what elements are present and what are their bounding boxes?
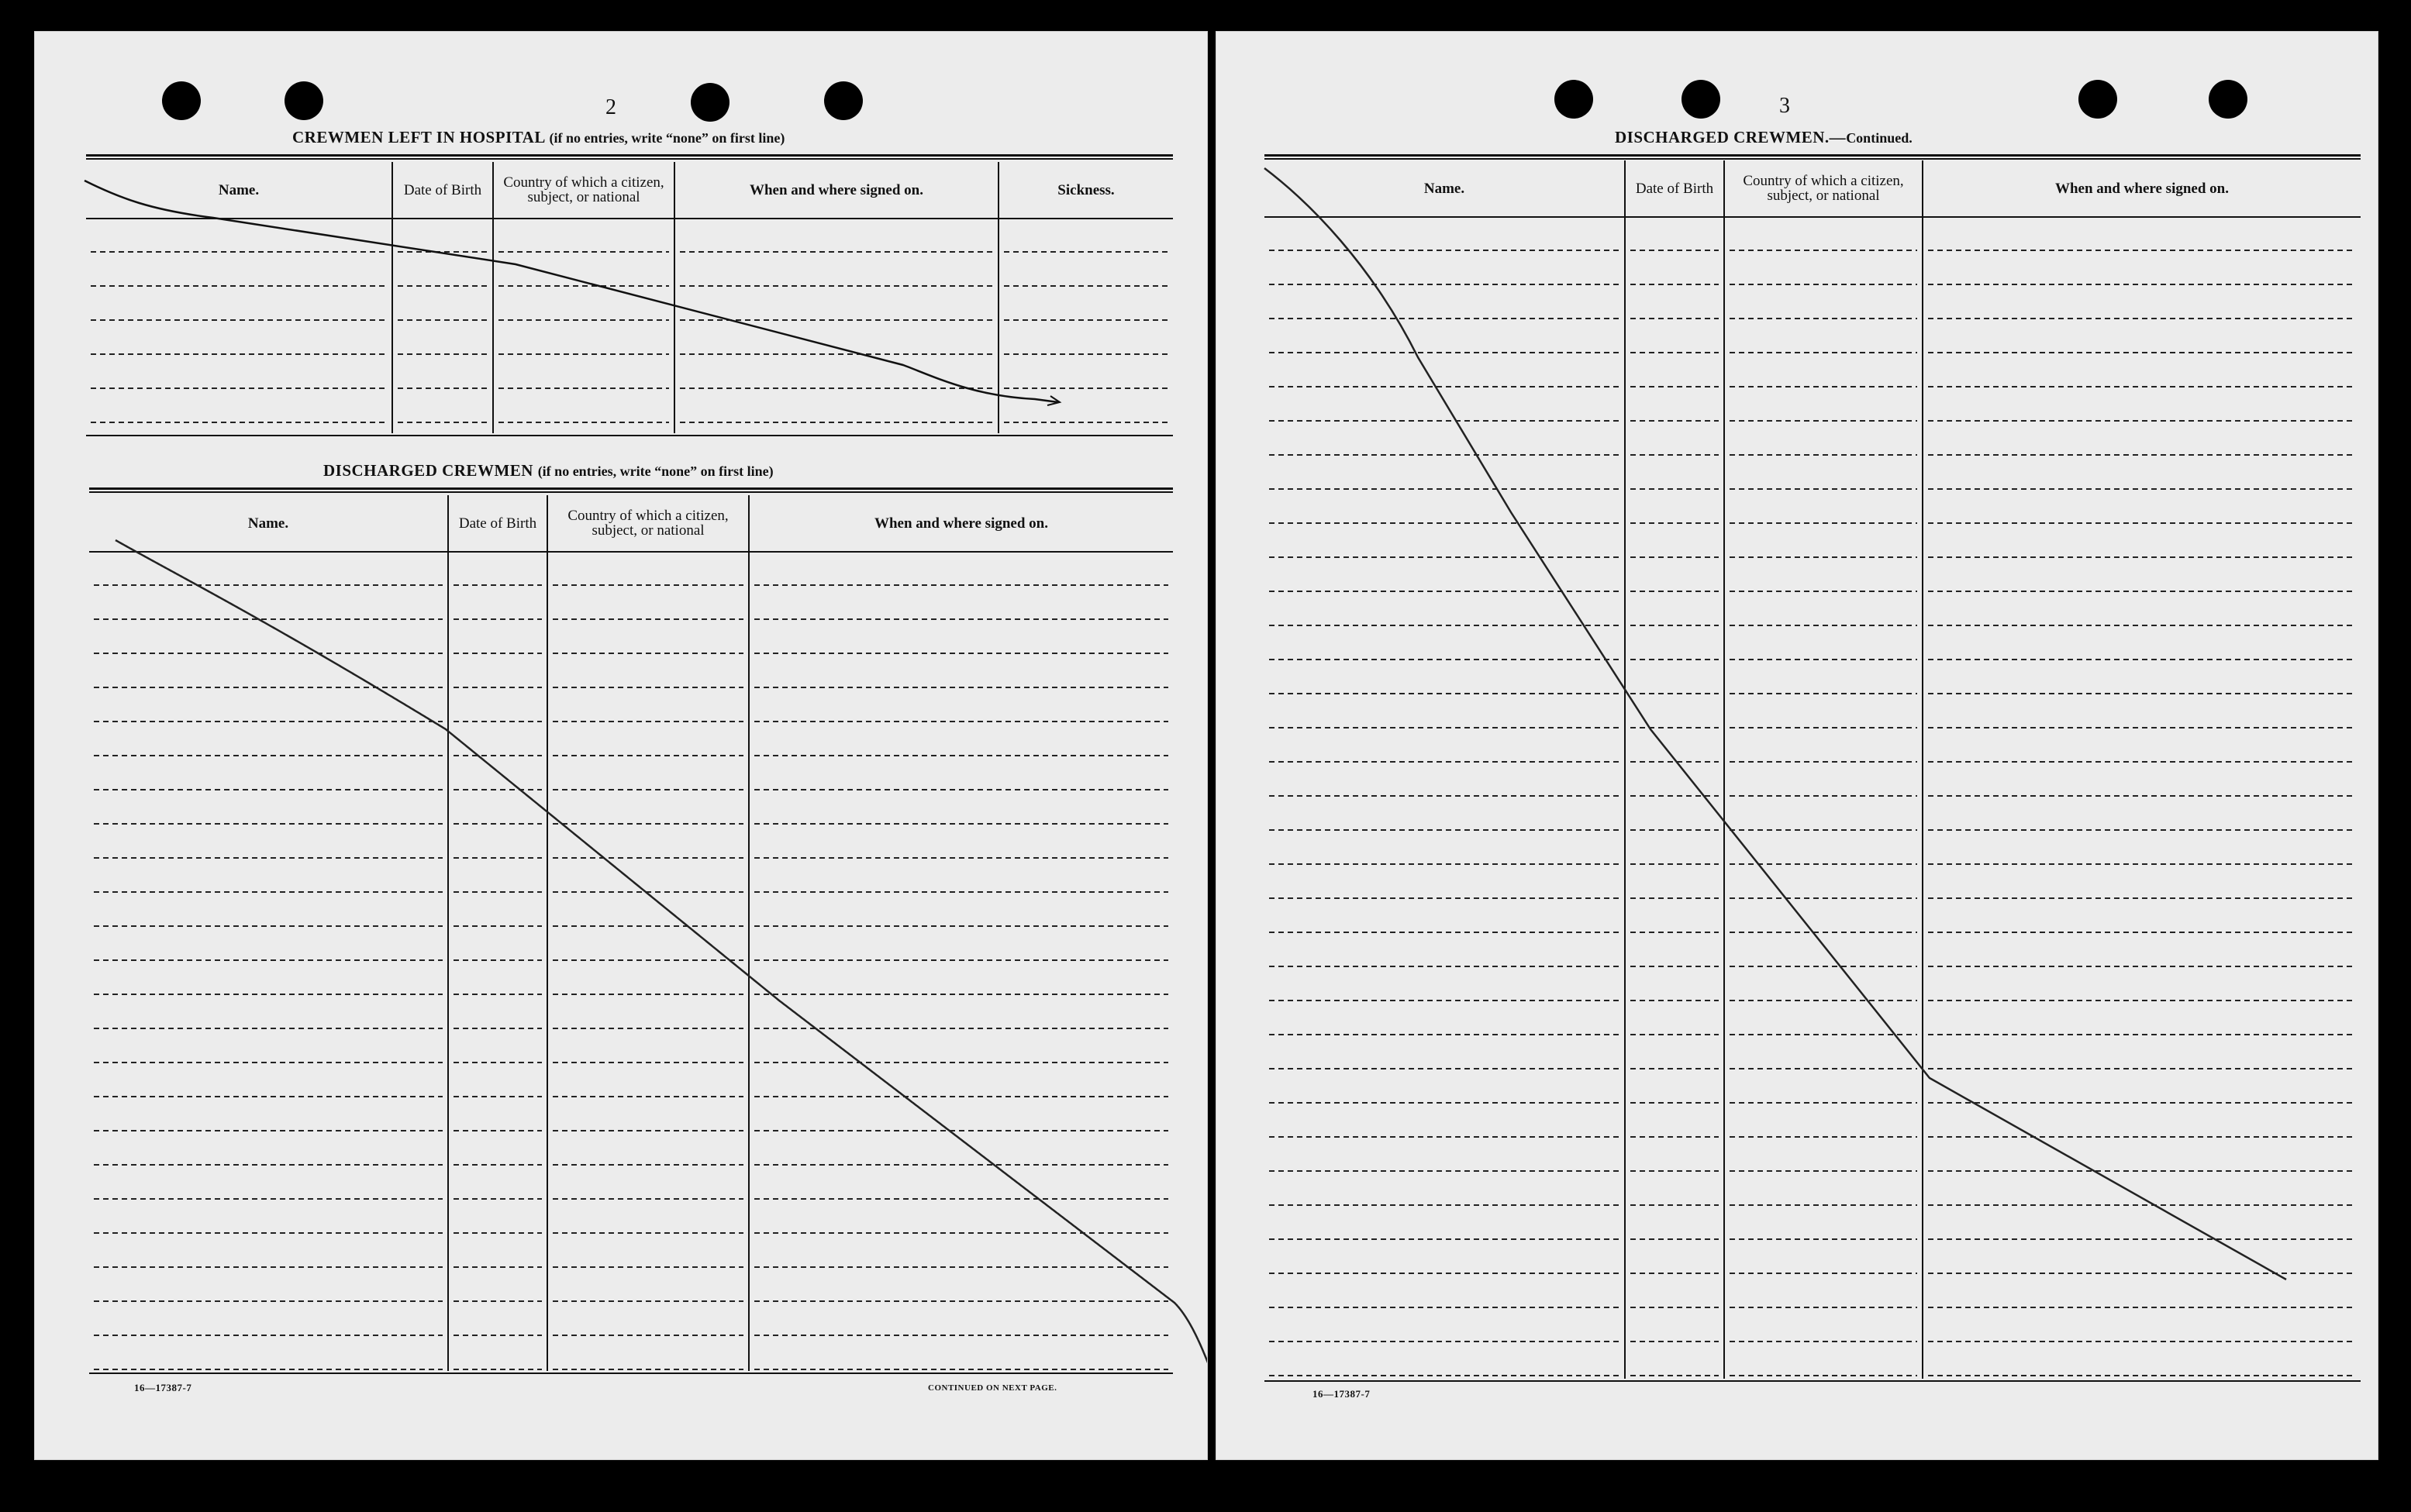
discharged-table xyxy=(89,495,1173,1374)
left-page xyxy=(34,31,1208,1460)
page-number: 3 xyxy=(1779,94,1790,118)
hospital-table xyxy=(86,162,1173,436)
punch-hole xyxy=(2209,80,2247,119)
country-column xyxy=(1725,218,1923,1379)
discharged-title-note: (if no entries, write “none” on first line) xyxy=(537,463,774,479)
column-header-signed-on: When and where signed on. xyxy=(750,495,1173,553)
column-header-name: Name. xyxy=(89,495,449,553)
hospital-title: CREWMEN LEFT IN HOSPITAL xyxy=(292,128,545,146)
double-rule xyxy=(86,154,1173,160)
discharged-continued-table xyxy=(1264,160,2361,1382)
column-header-country: Country of which a citizen, subject, or national xyxy=(494,162,675,219)
column-header-date-of-birth: Date of Birth xyxy=(449,495,548,553)
date-of-birth-column xyxy=(393,219,494,433)
name-column xyxy=(1264,218,1626,1379)
punch-hole xyxy=(824,81,863,120)
column-header-date-of-birth: Date of Birth xyxy=(1626,160,1725,218)
column-header-date-of-birth: Date of Birth xyxy=(393,162,494,219)
country-column xyxy=(494,219,675,433)
punch-hole xyxy=(1554,80,1593,119)
form-number: 16—17387-7 xyxy=(1312,1388,1371,1400)
punch-hole xyxy=(162,81,201,120)
country-column xyxy=(548,553,750,1371)
signed-on-column xyxy=(675,219,999,433)
form-number: 16—17387-7 xyxy=(134,1382,192,1393)
punch-hole xyxy=(1681,80,1720,119)
double-rule xyxy=(1264,154,2361,160)
punch-hole xyxy=(691,83,730,122)
discharged-continued-title: DISCHARGED CREWMEN.— xyxy=(1615,128,1847,146)
column-header-signed-on: When and where signed on. xyxy=(675,162,999,219)
date-of-birth-column xyxy=(1626,218,1725,1379)
sickness-column xyxy=(999,219,1173,433)
column-header-name: Name. xyxy=(86,162,393,219)
name-column xyxy=(89,553,449,1371)
column-header-name: Name. xyxy=(1264,160,1626,218)
discharged-title: DISCHARGED CREWMEN xyxy=(323,461,533,480)
hospital-title-note: (if no entries, write “none” on first line) xyxy=(549,130,785,146)
continued-note: CONTINUED ON NEXT PAGE. xyxy=(928,1383,1057,1393)
column-header-country: Country of which a citizen, subject, or national xyxy=(1725,160,1923,218)
column-header-sickness: Sickness. xyxy=(999,162,1173,219)
column-header-signed-on: When and where signed on. xyxy=(1923,160,2361,218)
date-of-birth-column xyxy=(449,553,548,1371)
signed-on-column xyxy=(750,553,1173,1371)
double-rule xyxy=(89,487,1173,494)
discharged-continued-suffix: Continued. xyxy=(1846,130,1913,146)
punch-hole xyxy=(2078,80,2117,119)
signed-on-column xyxy=(1923,218,2361,1379)
punch-hole xyxy=(285,81,323,120)
right-page xyxy=(1216,31,2378,1460)
name-column xyxy=(86,219,393,433)
discharged-section-title xyxy=(323,461,774,480)
column-header-country: Country of which a citizen, subject, or national xyxy=(548,495,750,553)
page-number: 2 xyxy=(605,95,616,119)
discharged-continued-section-title xyxy=(1615,128,1913,147)
hospital-section-title xyxy=(292,128,785,147)
